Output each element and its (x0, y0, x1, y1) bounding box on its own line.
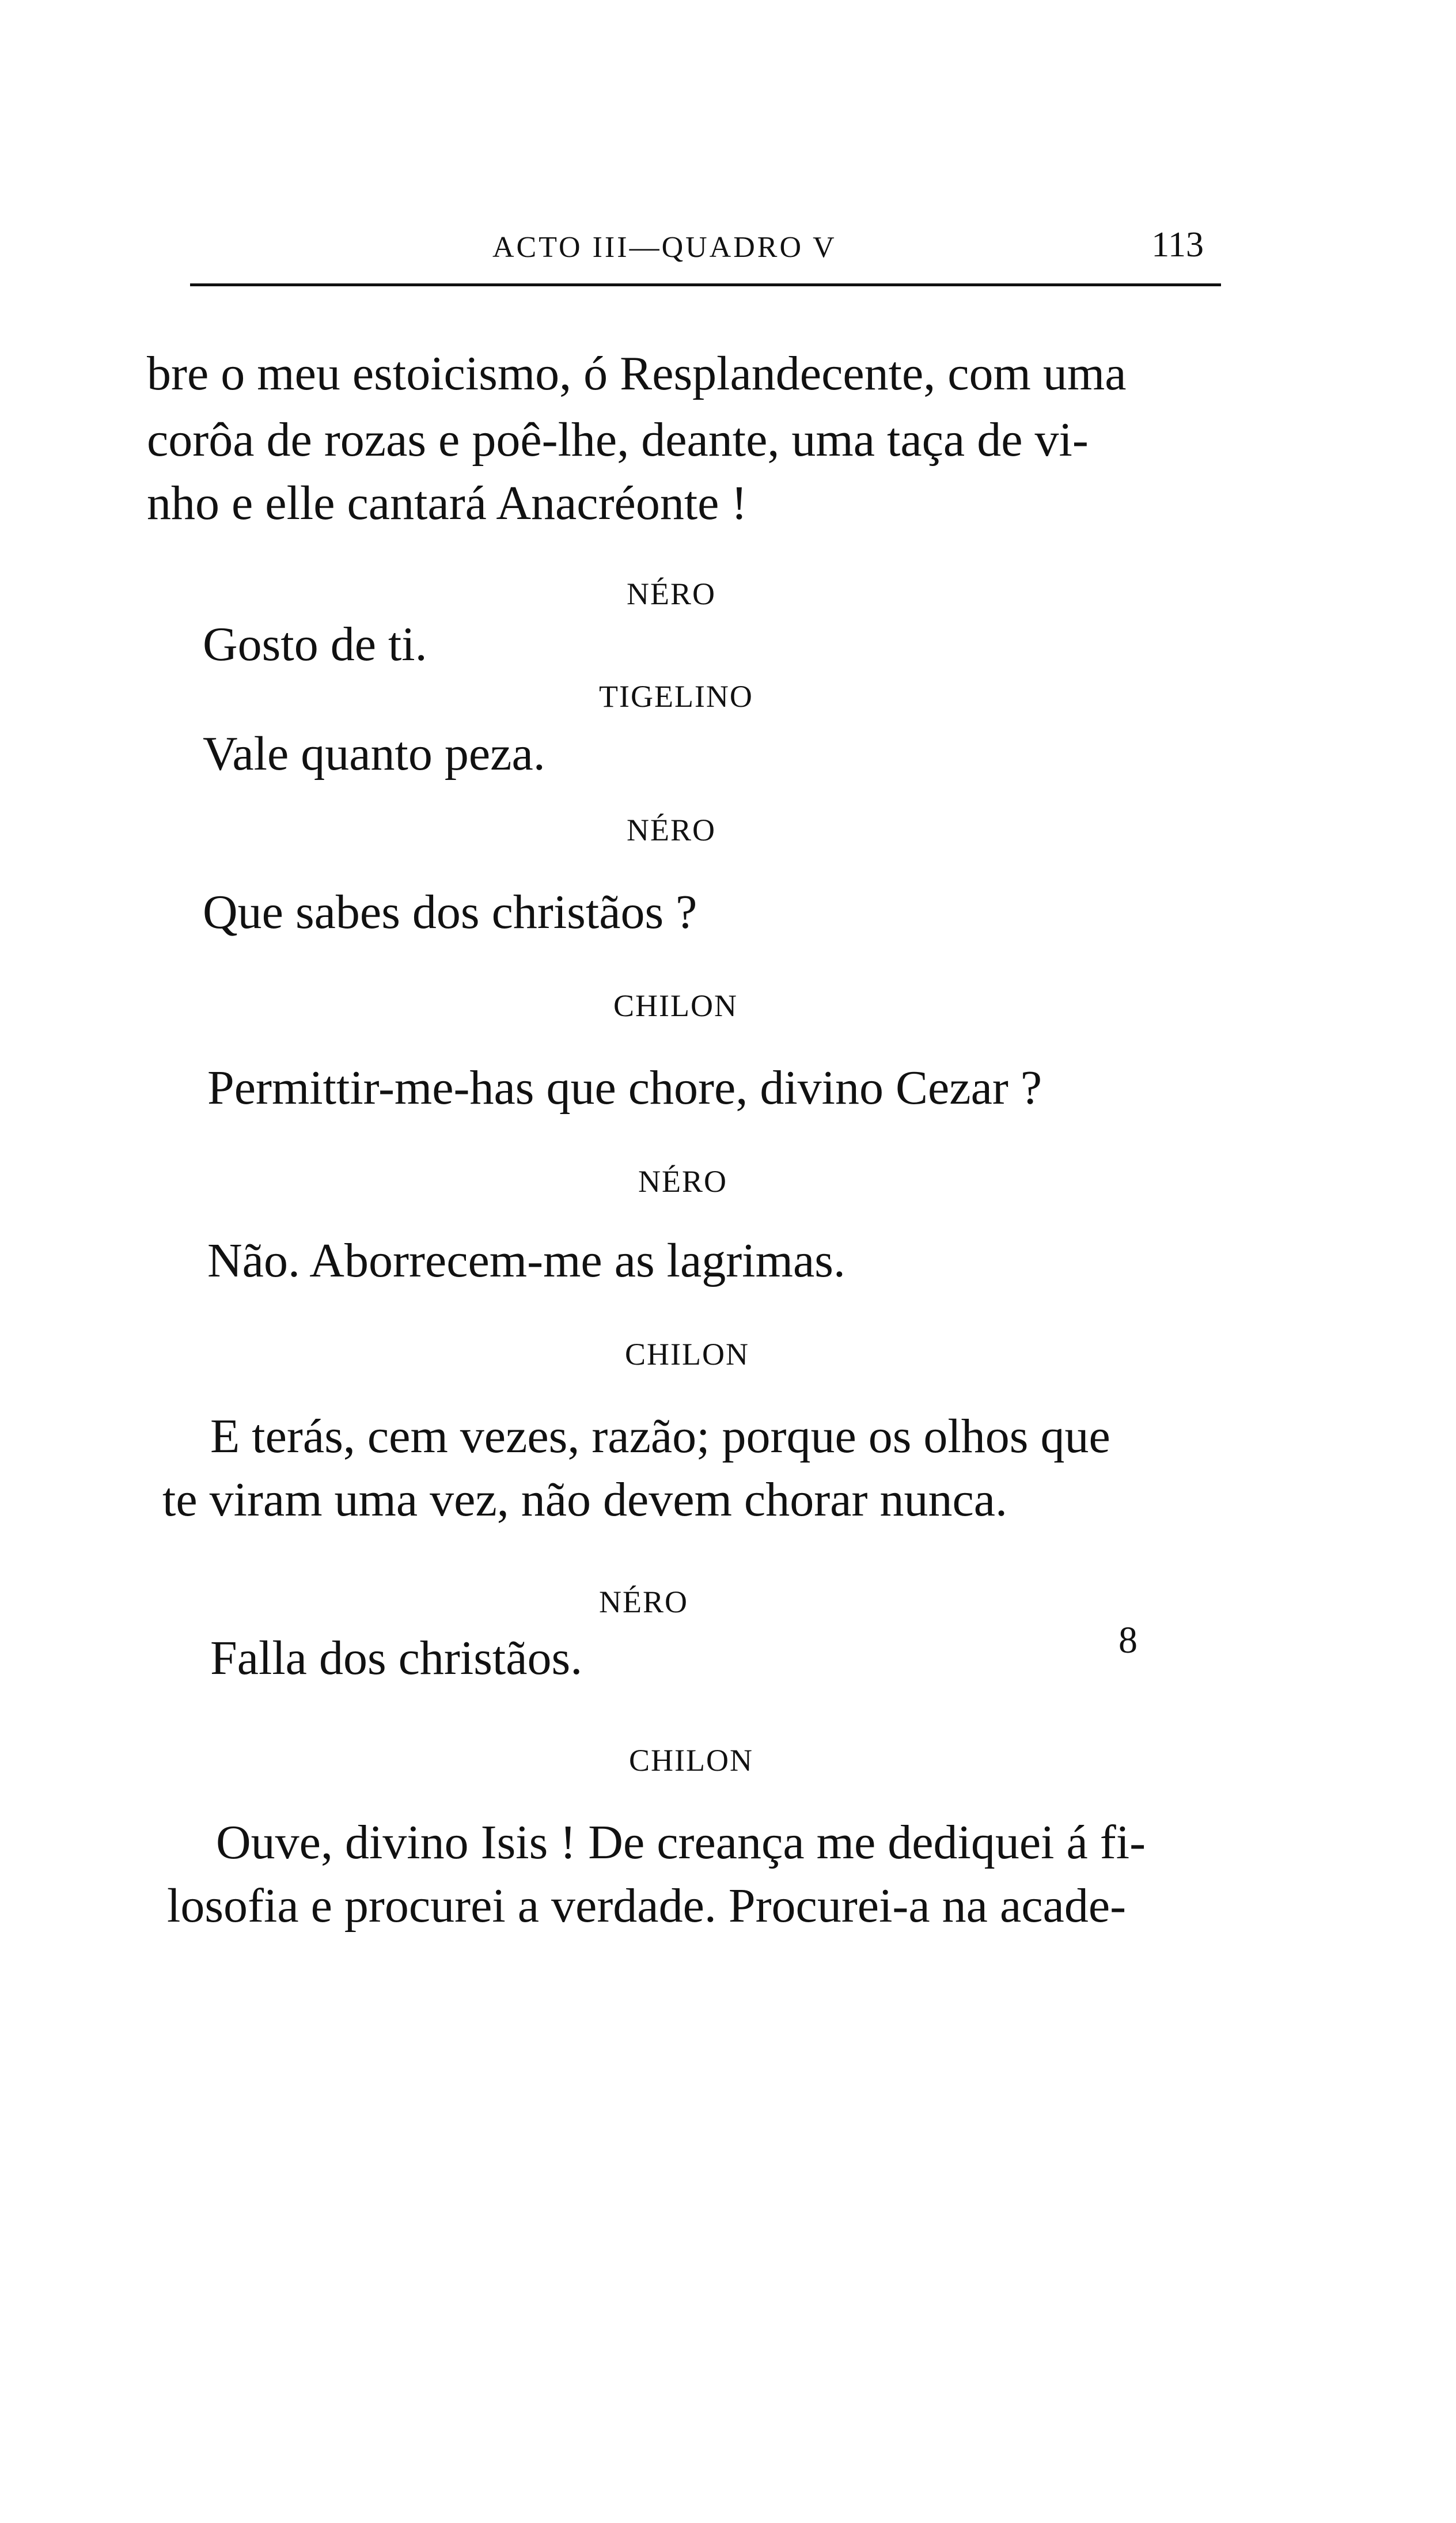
speech-7: Falla dos christãos. (210, 1631, 583, 1685)
intro-line-1: bre o meu estoicismo, ó Resplandecente, com uma (147, 347, 1127, 400)
speaker-chilon-1: CHILON (613, 988, 738, 1023)
page-number: 113 (1151, 225, 1204, 264)
speaker-nero-2: NÉRO (627, 813, 716, 847)
speech-6-line-2: te viram uma vez, não devem chorar nunca. (162, 1473, 1008, 1526)
speaker-nero-1: NÉRO (627, 577, 716, 611)
speech-8-line-1: Ouve, divino Isis ! De creança me dediquei á fi- (216, 1816, 1146, 1869)
speech-5: Não. Aborrecem-me as lagrimas. (207, 1234, 845, 1287)
speech-1: Gosto de ti. (203, 618, 427, 671)
speaker-nero-3: NÉRO (638, 1164, 727, 1199)
intro-line-2: corôa de rozas e poê-lhe, deante, uma taça de vi- (147, 413, 1089, 467)
speech-8-line-2: losofia e procurei a verdade. Procurei-a na acade- (167, 1879, 1127, 1933)
intro-line-3: nho e elle cantará Anacréonte ! (147, 476, 748, 530)
page-header (190, 207, 1221, 288)
speaker-nero-4: NÉRO (599, 1585, 688, 1619)
speaker-chilon-3: CHILON (629, 1743, 753, 1778)
signature-mark: 8 (1118, 1619, 1138, 1661)
speech-6-line-1: E terás, cem vezes, razão; porque os olhos que (210, 1410, 1110, 1463)
speaker-tigelino: TIGELINO (599, 679, 753, 714)
speaker-chilon-2: CHILON (625, 1337, 749, 1372)
speech-2: Vale quanto peza. (203, 727, 545, 781)
speech-4: Permittir-me-has que chore, divino Cezar ? (207, 1061, 1042, 1115)
speech-3: Que sabes dos christãos ? (203, 885, 697, 939)
header-rule (190, 283, 1221, 286)
running-head: ACTO III—QUADRO V (492, 231, 837, 264)
